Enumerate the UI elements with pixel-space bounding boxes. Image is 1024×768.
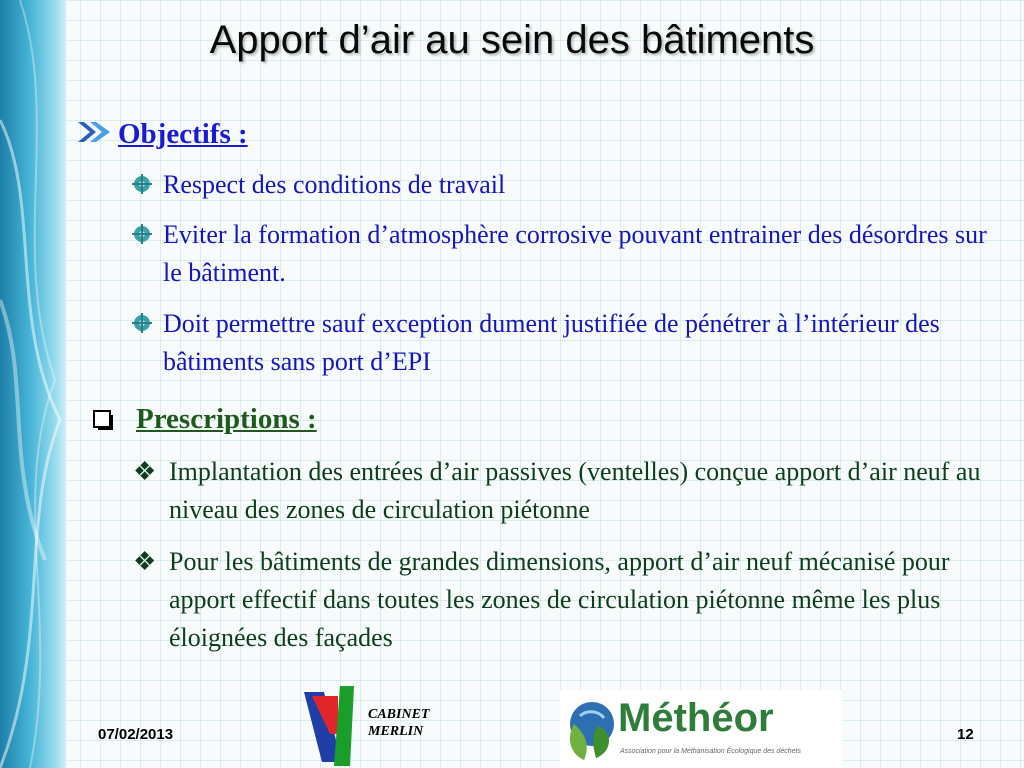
prescriptions-item-2: Pour les bâtiments de grandes dimensions, apport d’air neuf mécanisé pour apport effectif dans toutes les zones de circulation piétonne même les plus éloignées des façades [169,547,950,652]
objectifs-item-3: Doit permettre sauf exception dument justifiée de pénétrer à l’intérieur des bâtiments sans port d’EPI [163,309,940,376]
double-arrow-icon [76,118,112,146]
left-decorative-band [0,0,66,768]
checkbox-square-icon [90,407,116,433]
objectifs-heading: Objectifs : [118,118,248,150]
prescriptions-heading: Prescriptions : [136,403,317,435]
metheor-logo-tagline: Association pour la Méthanisation Écologique des déchets [620,748,801,755]
cabinet-merlin-logo-icon [302,682,374,768]
wave-decoration [0,0,66,768]
page-number: 12 [957,726,974,743]
objectifs-item-1: Respect des conditions de travail [163,170,506,199]
diamond-flower-icon: ❖ [133,457,157,486]
diamond-flower-icon: ❖ [133,547,157,576]
gear-bullet-icon [132,313,152,333]
objectifs-item-2: Eviter la formation d’atmosphère corrosive pouvant entrainer des désordres sur le bâtiment. [163,220,987,287]
gear-bullet-icon [132,224,152,244]
metheor-logo [560,690,842,768]
prescriptions-item-1: Implantation des entrées d’air passives (ventelles) conçue apport d’air neuf au niveau des zones de circulation piétonne [169,457,981,524]
metheor-logo-name: Méthéor [618,696,774,740]
cabinet-logo-line1: CABINET [368,707,430,722]
slide-title: Apport d’air au sein des bâtiments [209,18,815,62]
gear-bullet-icon [132,174,152,194]
footer-date: 07/02/2013 [98,726,174,743]
leaf-globe-icon [562,694,618,764]
cabinet-logo-line2: MERLIN [368,724,424,739]
